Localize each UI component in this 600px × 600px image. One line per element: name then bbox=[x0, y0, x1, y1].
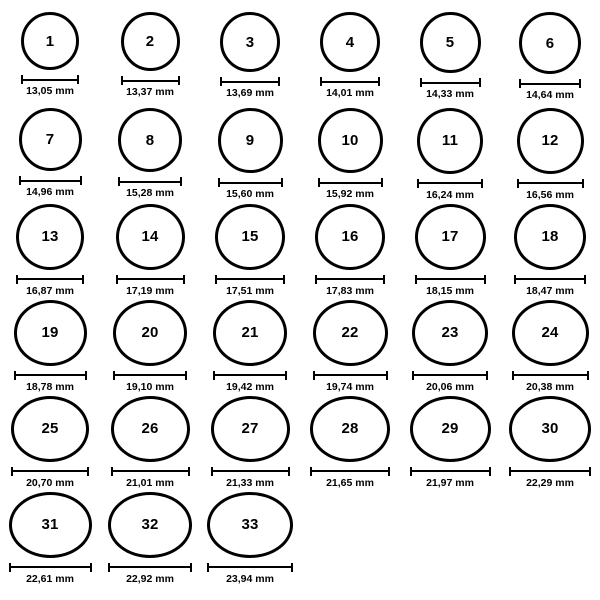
dimension-line-icon bbox=[410, 467, 491, 476]
ring-size-cell bbox=[300, 104, 400, 200]
diameter-dimension bbox=[420, 78, 481, 100]
ring-size-number: 14 bbox=[141, 228, 159, 246]
ring-size-cell bbox=[400, 104, 500, 200]
ring-size-cell bbox=[500, 200, 600, 296]
ring-size-number: 25 bbox=[41, 420, 59, 438]
dimension-line-icon bbox=[417, 179, 483, 188]
ring-size-cell bbox=[200, 296, 300, 392]
ring-size-cell bbox=[0, 392, 100, 488]
diameter-label: 17,51 mm bbox=[226, 284, 274, 297]
ring-size-cell bbox=[300, 200, 400, 296]
ring-circle bbox=[121, 12, 180, 71]
ring-size-number: 4 bbox=[345, 33, 355, 51]
dimension-line-icon bbox=[108, 563, 192, 572]
dimension-line-icon bbox=[320, 77, 380, 86]
ring-size-cell bbox=[400, 8, 500, 104]
dimension-line-icon bbox=[514, 275, 586, 284]
dimension-line-icon bbox=[517, 179, 584, 188]
ring-size-cell bbox=[500, 104, 600, 200]
diameter-dimension bbox=[211, 467, 290, 489]
ring-size-cell bbox=[400, 392, 500, 488]
diameter-label: 18,78 mm bbox=[26, 380, 74, 393]
dimension-line-icon bbox=[215, 275, 285, 284]
diameter-label: 21,33 mm bbox=[226, 476, 274, 489]
diameter-dimension bbox=[509, 467, 591, 489]
diameter-label: 16,87 mm bbox=[26, 284, 74, 297]
ring-size-number: 10 bbox=[341, 132, 359, 149]
diameter-label: 21,97 mm bbox=[426, 476, 474, 489]
ring-size-cell bbox=[0, 8, 100, 104]
diameter-label: 20,38 mm bbox=[526, 380, 574, 393]
diameter-dimension bbox=[320, 77, 380, 99]
ring-circle bbox=[220, 12, 280, 72]
diameter-label: 14,96 mm bbox=[26, 186, 74, 198]
ring-size-cell bbox=[300, 392, 400, 488]
ring-size-cell bbox=[300, 8, 400, 104]
ring-size-cell bbox=[100, 392, 200, 488]
ring-size-cell bbox=[400, 200, 500, 296]
diameter-label: 15,92 mm bbox=[326, 188, 374, 200]
diameter-dimension bbox=[111, 467, 190, 489]
ring-size-number: 6 bbox=[545, 34, 555, 52]
diameter-dimension bbox=[19, 176, 82, 198]
diameter-label: 19,74 mm bbox=[326, 380, 374, 393]
ring-size-number: 20 bbox=[141, 324, 159, 342]
diameter-dimension bbox=[121, 76, 180, 98]
dimension-line-icon bbox=[19, 176, 82, 185]
diameter-label: 13,69 mm bbox=[226, 87, 274, 99]
dimension-line-icon bbox=[512, 371, 589, 380]
dimension-line-icon bbox=[220, 77, 280, 86]
diameter-label: 18,15 mm bbox=[426, 284, 474, 297]
ring-size-cell bbox=[0, 104, 100, 200]
ring-circle bbox=[519, 12, 581, 74]
ring-size-number: 13 bbox=[41, 228, 59, 246]
ring-circle bbox=[410, 396, 491, 462]
diameter-dimension bbox=[207, 563, 293, 585]
ring-size-cell bbox=[0, 488, 100, 584]
diameter-dimension bbox=[415, 275, 486, 297]
ring-circle bbox=[417, 108, 483, 174]
diameter-label: 15,60 mm bbox=[226, 188, 274, 200]
dimension-line-icon bbox=[310, 467, 390, 476]
dimension-line-icon bbox=[315, 275, 385, 284]
ring-size-number: 19 bbox=[41, 324, 59, 342]
ring-circle bbox=[211, 396, 290, 462]
ring-size-cell bbox=[200, 488, 300, 584]
dimension-line-icon bbox=[121, 76, 180, 85]
diameter-dimension bbox=[21, 75, 79, 97]
ring-size-cell bbox=[100, 296, 200, 392]
diameter-label: 14,64 mm bbox=[526, 89, 574, 101]
diameter-dimension bbox=[14, 371, 87, 393]
ring-size-number: 12 bbox=[541, 132, 559, 150]
ring-size-cell bbox=[0, 296, 100, 392]
ring-size-number: 27 bbox=[241, 420, 259, 438]
ring-circle bbox=[514, 204, 586, 270]
ring-circle bbox=[313, 300, 388, 366]
diameter-label: 13,37 mm bbox=[126, 86, 174, 98]
ring-size-cell bbox=[500, 392, 600, 488]
ring-size-cell bbox=[200, 104, 300, 200]
ring-circle bbox=[215, 204, 285, 270]
dimension-line-icon bbox=[11, 467, 89, 476]
diameter-dimension bbox=[108, 563, 192, 585]
ring-size-cell bbox=[100, 488, 200, 584]
diameter-label: 19,10 mm bbox=[126, 380, 174, 393]
ring-circle bbox=[113, 300, 187, 366]
ring-size-number: 26 bbox=[141, 420, 159, 438]
dimension-line-icon bbox=[313, 371, 388, 380]
dimension-line-icon bbox=[14, 371, 87, 380]
diameter-label: 22,29 mm bbox=[526, 476, 574, 489]
ring-circle bbox=[21, 12, 79, 70]
diameter-label: 21,01 mm bbox=[126, 476, 174, 489]
ring-circle bbox=[108, 492, 192, 558]
diameter-label: 22,92 mm bbox=[126, 572, 174, 585]
ring-circle bbox=[320, 12, 380, 72]
ring-size-number: 29 bbox=[441, 420, 459, 438]
dimension-line-icon bbox=[111, 467, 190, 476]
diameter-label: 14,33 mm bbox=[426, 88, 474, 100]
diameter-label: 17,19 mm bbox=[126, 284, 174, 297]
dimension-line-icon bbox=[218, 178, 283, 187]
diameter-label: 16,24 mm bbox=[426, 188, 474, 201]
diameter-dimension bbox=[512, 371, 589, 393]
dimension-line-icon bbox=[211, 467, 290, 476]
dimension-line-icon bbox=[509, 467, 591, 476]
diameter-dimension bbox=[315, 275, 385, 297]
diameter-dimension bbox=[118, 177, 182, 199]
ring-circle bbox=[19, 108, 82, 171]
ring-size-number: 17 bbox=[441, 228, 459, 246]
diameter-label: 14,01 mm bbox=[326, 87, 374, 99]
diameter-label: 21,65 mm bbox=[326, 476, 374, 489]
ring-size-number: 15 bbox=[241, 228, 259, 246]
ring-circle bbox=[14, 300, 87, 366]
ring-size-number: 18 bbox=[541, 228, 559, 246]
ring-size-number: 23 bbox=[441, 324, 459, 342]
ring-size-cell bbox=[100, 8, 200, 104]
ring-size-number: 22 bbox=[341, 324, 359, 342]
diameter-dimension bbox=[412, 371, 488, 393]
ring-size-number: 31 bbox=[41, 516, 59, 534]
ring-circle bbox=[420, 12, 481, 73]
diameter-dimension bbox=[11, 467, 89, 489]
diameter-label: 23,94 mm bbox=[226, 572, 274, 585]
diameter-dimension bbox=[318, 178, 383, 200]
diameter-dimension bbox=[215, 275, 285, 297]
ring-circle bbox=[213, 300, 287, 366]
diameter-label: 15,28 mm bbox=[126, 187, 174, 199]
diameter-label: 20,70 mm bbox=[26, 476, 74, 489]
ring-size-number: 30 bbox=[541, 420, 559, 438]
ring-circle bbox=[310, 396, 390, 462]
dimension-line-icon bbox=[113, 371, 187, 380]
ring-size-number: 8 bbox=[145, 131, 155, 149]
diameter-dimension bbox=[519, 79, 581, 101]
dimension-line-icon bbox=[415, 275, 486, 284]
ring-circle bbox=[512, 300, 589, 366]
ring-size-number: 24 bbox=[541, 324, 559, 342]
diameter-dimension bbox=[514, 275, 586, 297]
diameter-dimension bbox=[113, 371, 187, 393]
diameter-label: 16,56 mm bbox=[526, 188, 574, 201]
ring-size-cell bbox=[0, 200, 100, 296]
ring-circle bbox=[207, 492, 293, 558]
dimension-line-icon bbox=[213, 371, 287, 380]
ring-size-number: 28 bbox=[341, 420, 359, 438]
dimension-line-icon bbox=[21, 75, 79, 84]
ring-size-cell bbox=[500, 296, 600, 392]
ring-circle bbox=[116, 204, 185, 270]
ring-circle bbox=[412, 300, 488, 366]
diameter-label: 20,06 mm bbox=[426, 380, 474, 393]
ring-size-number: 2 bbox=[145, 33, 155, 50]
ring-circle bbox=[509, 396, 591, 462]
ring-circle bbox=[16, 204, 84, 270]
diameter-dimension bbox=[9, 563, 92, 585]
dimension-line-icon bbox=[318, 178, 383, 187]
ring-circle bbox=[517, 108, 584, 174]
diameter-label: 17,83 mm bbox=[326, 284, 374, 297]
dimension-line-icon bbox=[519, 79, 581, 88]
dimension-line-icon bbox=[412, 371, 488, 380]
diameter-dimension bbox=[213, 371, 287, 393]
diameter-label: 22,61 mm bbox=[26, 572, 74, 585]
ring-circle bbox=[415, 204, 486, 270]
ring-size-number: 16 bbox=[341, 228, 359, 246]
ring-size-cell bbox=[300, 296, 400, 392]
dimension-line-icon bbox=[118, 177, 182, 186]
diameter-dimension bbox=[218, 178, 283, 200]
dimension-line-icon bbox=[207, 563, 293, 572]
ring-circle bbox=[111, 396, 190, 462]
ring-circle bbox=[315, 204, 385, 270]
ring-size-number: 5 bbox=[445, 34, 455, 51]
ring-size-cell bbox=[100, 200, 200, 296]
diameter-label: 13,05 mm bbox=[26, 85, 74, 97]
dimension-line-icon bbox=[116, 275, 185, 284]
dimension-line-icon bbox=[420, 78, 481, 87]
ring-size-cell bbox=[200, 200, 300, 296]
ring-size-number: 9 bbox=[245, 132, 255, 149]
diameter-dimension bbox=[313, 371, 388, 393]
ring-size-cell bbox=[200, 8, 300, 104]
ring-size-cell bbox=[500, 8, 600, 104]
diameter-dimension bbox=[417, 179, 483, 201]
ring-size-cell bbox=[200, 392, 300, 488]
diameter-dimension bbox=[16, 275, 84, 297]
diameter-dimension bbox=[220, 77, 280, 99]
ring-circle bbox=[11, 396, 89, 462]
dimension-line-icon bbox=[16, 275, 84, 284]
ring-circle bbox=[9, 492, 92, 558]
dimension-line-icon bbox=[9, 563, 92, 572]
ring-size-cell bbox=[100, 104, 200, 200]
ring-size-number: 21 bbox=[241, 324, 259, 342]
ring-size-number: 1 bbox=[45, 32, 55, 50]
ring-size-number: 32 bbox=[141, 516, 159, 534]
diameter-dimension bbox=[116, 275, 185, 297]
diameter-dimension bbox=[410, 467, 491, 489]
ring-size-number: 3 bbox=[245, 33, 255, 51]
ring-circle bbox=[318, 108, 383, 173]
diameter-label: 19,42 mm bbox=[226, 380, 274, 393]
diameter-dimension bbox=[310, 467, 390, 489]
diameter-label: 18,47 mm bbox=[526, 284, 574, 297]
ring-size-number: 7 bbox=[45, 131, 55, 148]
ring-size-number: 33 bbox=[241, 516, 259, 534]
ring-size-cell bbox=[400, 296, 500, 392]
diameter-dimension bbox=[517, 179, 584, 201]
ring-circle bbox=[118, 108, 182, 172]
ring-circle bbox=[218, 108, 283, 173]
ring-size-number: 11 bbox=[441, 132, 459, 150]
